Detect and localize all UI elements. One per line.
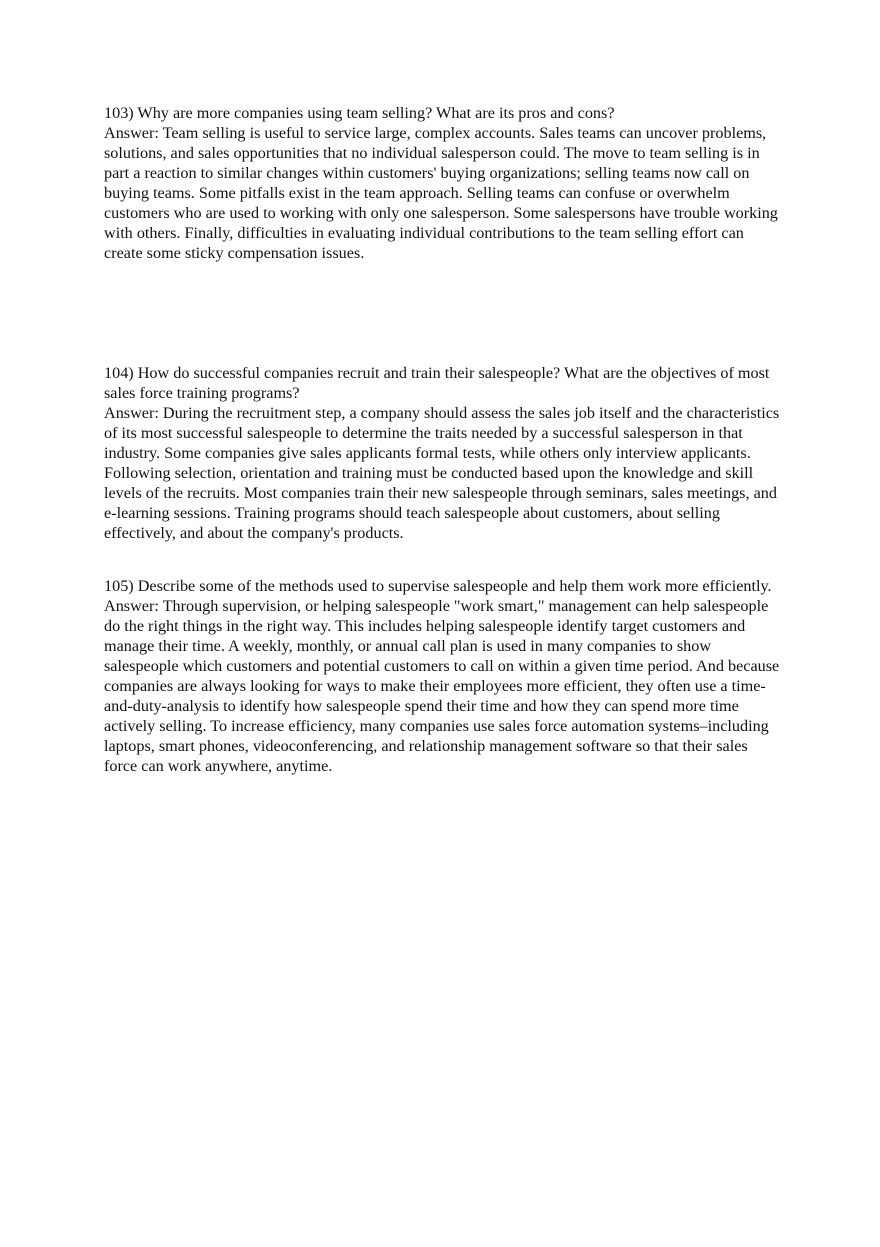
question-text: 104) How do successful companies recruit and train their salespeople? What are the objectives of most sales force training programs?: [104, 364, 770, 402]
question-text: 105) Describe some of the methods used to supervise salespeople and help them work more efficiently.: [104, 577, 772, 595]
question-block-103: [104, 103, 784, 263]
question-text: 103) Why are more companies using team selling? What are its pros and cons?: [104, 104, 615, 122]
answer-text: Answer: Through supervision, or helping salespeople "work smart," management can help salespeople do the right things in the right way. This includes helping salespeople identify target customers and manage their time. A weekly, monthly, or annual call plan is used in many companies to show salespeople which customers and potential customers to call on within a given time period. And because companies are always looking for ways to make their employees more efficient, they often use a time-and-duty-analysis to identify how salespeople spend their time and how they can spend more time actively selling. To increase efficiency, many companies use sales force automation systems–including laptops, smart phones, videoconferencing, and relationship management software so that their sales force can work anywhere, anytime.: [104, 597, 780, 775]
answer-text: Answer: During the recruitment step, a company should assess the sales job itself and the characteristics of its most successful salespeople to determine the traits needed by a successful salesperson in that industry. Some companies give sales applicants formal tests, while others only interview applicants. Following selection, orientation and training must be conducted based upon the knowledge and skill levels of the recruits. Most companies train their new salespeople through seminars, sales meetings, and e-learning sessions. Training programs should teach salespeople about customers, about selling effectively, and about the company's products.: [104, 404, 780, 542]
question-block-105: [104, 576, 784, 776]
question-block-104: [104, 363, 784, 543]
answer-text: Answer: Team selling is useful to service large, complex accounts. Sales teams can uncover problems, solutions, and sales opportunities that no individual salesperson could. The move to team selling is in part a reaction to similar changes within customers' buying organizations; selling teams now call on buying teams. Some pitfalls exist in the team approach. Selling teams can confuse or overwhelm customers who are used to working with only one salesperson. Some salespersons have trouble working with others. Finally, difficulties in evaluating individual contributions to the team selling effort can create some sticky compensation issues.: [104, 124, 778, 262]
